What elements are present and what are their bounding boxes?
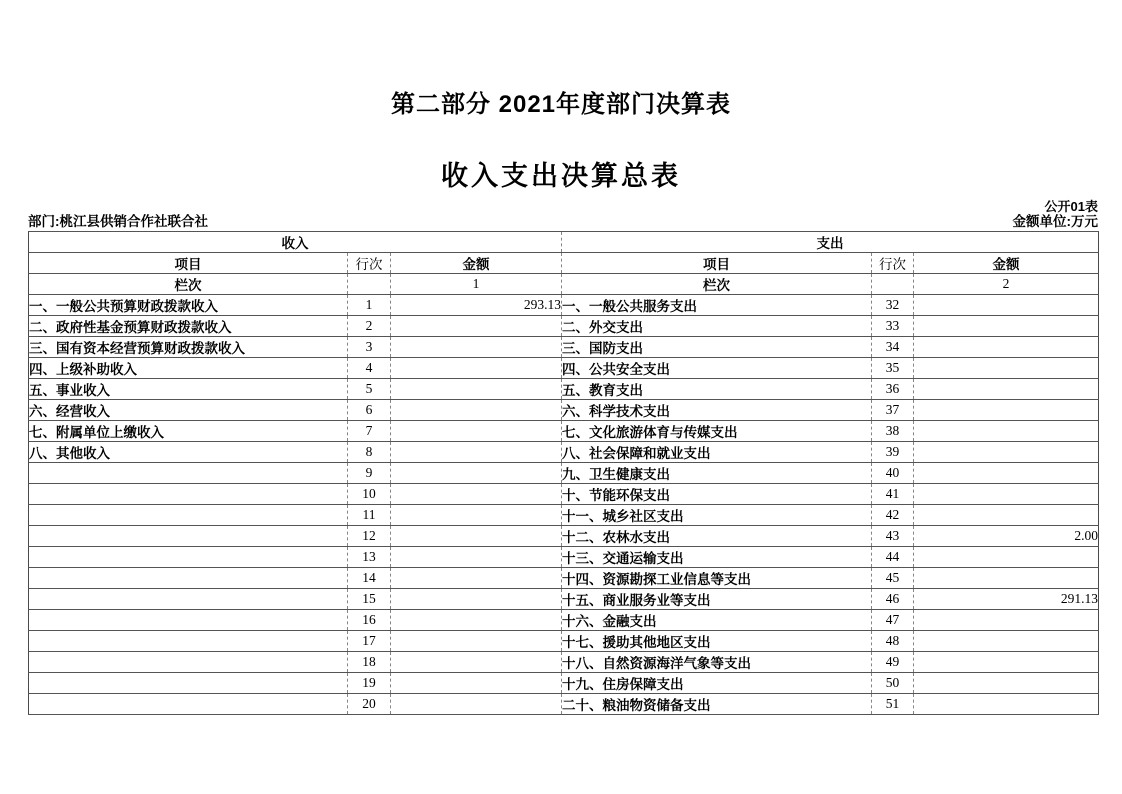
expenditure-amount-header: 金额 [914,253,1099,274]
expenditure-line-cell: 36 [872,379,914,400]
expenditure-line-cell: 46 [872,589,914,610]
table-title: 收入支出决算总表 [441,161,681,191]
expenditure-item-cell: 十三、交通运输支出 [562,547,872,568]
table-row [29,421,1099,442]
income-item-cell: 七、附属单位上缴收入 [29,421,348,442]
income-line-cell: 17 [348,631,391,652]
column-header-row [29,253,1099,274]
expenditure-amount-cell [914,358,1099,379]
table-row [29,568,1099,589]
expenditure-amount-cell [914,421,1099,442]
income-line-cell: 8 [348,442,391,463]
department-label: 部门:桃江县供销合作社联合社 [28,214,208,229]
expenditure-line-cell: 48 [872,631,914,652]
expenditure-item-cell: 四、公共安全支出 [562,358,872,379]
income-item-cell [29,505,348,526]
table-row [29,484,1099,505]
income-amount-cell [391,631,562,652]
expenditure-item-cell: 十四、资源勘探工业信息等支出 [562,568,872,589]
income-amount-cell [391,526,562,547]
expenditure-line-cell: 47 [872,610,914,631]
expenditure-line-header: 行次 [872,253,914,274]
income-line-cell: 12 [348,526,391,547]
expenditure-line-cell: 33 [872,316,914,337]
expenditure-lanci-line-cell [872,274,914,295]
expenditure-amount-cell [914,400,1099,421]
income-item-cell [29,484,348,505]
income-item-cell: 五、事业收入 [29,379,348,400]
income-amount-cell [391,400,562,421]
expenditure-line-cell: 35 [872,358,914,379]
expenditure-line-cell: 42 [872,505,914,526]
income-line-cell: 11 [348,505,391,526]
income-line-cell: 4 [348,358,391,379]
expenditure-line-cell: 40 [872,463,914,484]
income-item-cell [29,694,348,715]
income-amount-cell [391,589,562,610]
expenditure-amount-cell [914,505,1099,526]
expenditure-amount-cell [914,673,1099,694]
income-amount-cell [391,673,562,694]
income-amount-cell [391,568,562,589]
income-amount-cell: 293.13 [391,295,562,316]
expenditure-item-cell: 六、科学技术支出 [562,400,872,421]
expenditure-amount-cell [914,442,1099,463]
expenditure-item-cell: 十、节能环保支出 [562,484,872,505]
table-row [29,295,1099,316]
income-amount-cell [391,442,562,463]
expenditure-line-cell: 44 [872,547,914,568]
income-line-cell: 19 [348,673,391,694]
expenditure-section-header: 支出 [562,232,1099,253]
income-item-cell: 一、一般公共预算财政拨款收入 [29,295,348,316]
expenditure-item-cell: 一、一般公共服务支出 [562,295,872,316]
income-item-cell: 四、上级补助收入 [29,358,348,379]
table-row [29,379,1099,400]
expenditure-amount-cell [914,295,1099,316]
income-item-cell: 三、国有资本经营预算财政拨款收入 [29,337,348,358]
part-title: 第二部分 2021年度部门决算表 [390,91,732,118]
expenditure-amount-cell [914,463,1099,484]
expenditure-amount-cell [914,316,1099,337]
income-amount-cell [391,463,562,484]
income-item-cell: 二、政府性基金预算财政拨款收入 [29,316,348,337]
expenditure-item-cell: 二、外交支出 [562,316,872,337]
expenditure-item-cell: 十六、金融支出 [562,610,872,631]
income-amount-cell [391,358,562,379]
income-item-cell [29,589,348,610]
income-column-number: 1 [391,274,562,295]
table-row [29,589,1099,610]
expenditure-item-cell: 八、社会保障和就业支出 [562,442,872,463]
income-amount-cell [391,694,562,715]
income-line-cell: 13 [348,547,391,568]
income-item-cell [29,526,348,547]
expenditure-item-cell: 十一、城乡社区支出 [562,505,872,526]
expenditure-line-cell: 45 [872,568,914,589]
expenditure-amount-cell: 2.00 [914,526,1099,547]
expenditure-amount-cell [914,484,1099,505]
expenditure-amount-cell [914,568,1099,589]
unit-note-label: 金额单位:万元 [1012,214,1098,229]
expenditure-item-cell: 七、文化旅游体育与传媒支出 [562,421,872,442]
income-item-cell [29,547,348,568]
expenditure-item-cell: 十七、援助其他地区支出 [562,631,872,652]
income-amount-cell [391,379,562,400]
expenditure-item-cell: 二十、粮油物资储备支出 [562,694,872,715]
expenditure-item-cell: 九、卫生健康支出 [562,463,872,484]
income-item-cell [29,568,348,589]
income-line-cell: 14 [348,568,391,589]
table-row [29,610,1099,631]
table-row [29,463,1099,484]
expenditure-line-cell: 41 [872,484,914,505]
income-item-cell: 六、经营收入 [29,400,348,421]
table-body [29,295,1099,715]
expenditure-line-cell: 34 [872,337,914,358]
income-line-cell: 18 [348,652,391,673]
income-expenditure-table [28,231,1099,715]
income-line-cell: 10 [348,484,391,505]
table-row [29,337,1099,358]
expenditure-item-cell: 十九、住房保障支出 [562,673,872,694]
income-section-header: 收入 [29,232,562,253]
expenditure-line-cell: 43 [872,526,914,547]
expenditure-amount-cell [914,694,1099,715]
income-amount-cell [391,610,562,631]
income-item-cell [29,463,348,484]
expenditure-item-cell: 三、国防支出 [562,337,872,358]
table-row [29,358,1099,379]
table-row [29,442,1099,463]
section-header-row [29,232,1099,253]
expenditure-amount-cell: 291.13 [914,589,1099,610]
income-amount-cell [391,484,562,505]
table-code-label: 公开01表 [1044,199,1098,214]
expenditure-line-cell: 51 [872,694,914,715]
expenditure-column-number: 2 [914,274,1099,295]
table-row [29,547,1099,568]
income-lanci-label: 栏次 [29,274,348,295]
income-line-header: 行次 [348,253,391,274]
income-line-cell: 7 [348,421,391,442]
expenditure-amount-cell [914,631,1099,652]
income-line-cell: 9 [348,463,391,484]
income-item-cell [29,631,348,652]
table-row [29,400,1099,421]
expenditure-item-cell: 十二、农林水支出 [562,526,872,547]
expenditure-amount-cell [914,337,1099,358]
expenditure-item-cell: 五、教育支出 [562,379,872,400]
income-item-cell [29,652,348,673]
expenditure-item-header: 项目 [562,253,872,274]
income-line-cell: 6 [348,400,391,421]
table-row [29,673,1099,694]
income-amount-cell [391,337,562,358]
meta-row [28,214,1098,230]
table-row [29,694,1099,715]
table-row [29,631,1099,652]
expenditure-line-cell: 39 [872,442,914,463]
income-line-cell: 15 [348,589,391,610]
income-lanci-line-cell [348,274,391,295]
income-item-cell [29,610,348,631]
table-row [29,316,1099,337]
expenditure-amount-cell [914,379,1099,400]
expenditure-amount-cell [914,610,1099,631]
column-number-row [29,274,1099,295]
expenditure-item-cell: 十八、自然资源海洋气象等支出 [562,652,872,673]
expenditure-line-cell: 38 [872,421,914,442]
income-item-header: 项目 [29,253,348,274]
expenditure-line-cell: 32 [872,295,914,316]
income-line-cell: 1 [348,295,391,316]
table-row [29,505,1099,526]
income-item-cell: 八、其他收入 [29,442,348,463]
income-line-cell: 3 [348,337,391,358]
expenditure-line-cell: 37 [872,400,914,421]
expenditure-amount-cell [914,652,1099,673]
income-amount-cell [391,652,562,673]
income-line-cell: 16 [348,610,391,631]
income-line-cell: 2 [348,316,391,337]
expenditure-item-cell: 十五、商业服务业等支出 [562,589,872,610]
income-amount-cell [391,421,562,442]
income-line-cell: 20 [348,694,391,715]
expenditure-lanci-label: 栏次 [562,274,872,295]
income-amount-header: 金额 [391,253,562,274]
income-amount-cell [391,505,562,526]
expenditure-line-cell: 50 [872,673,914,694]
income-item-cell [29,673,348,694]
income-amount-cell [391,547,562,568]
expenditure-line-cell: 49 [872,652,914,673]
table-row [29,652,1099,673]
table-row [29,526,1099,547]
table-content-area [28,199,1098,715]
document-page [0,90,1122,794]
expenditure-amount-cell [914,547,1099,568]
income-amount-cell [391,316,562,337]
income-line-cell: 5 [348,379,391,400]
